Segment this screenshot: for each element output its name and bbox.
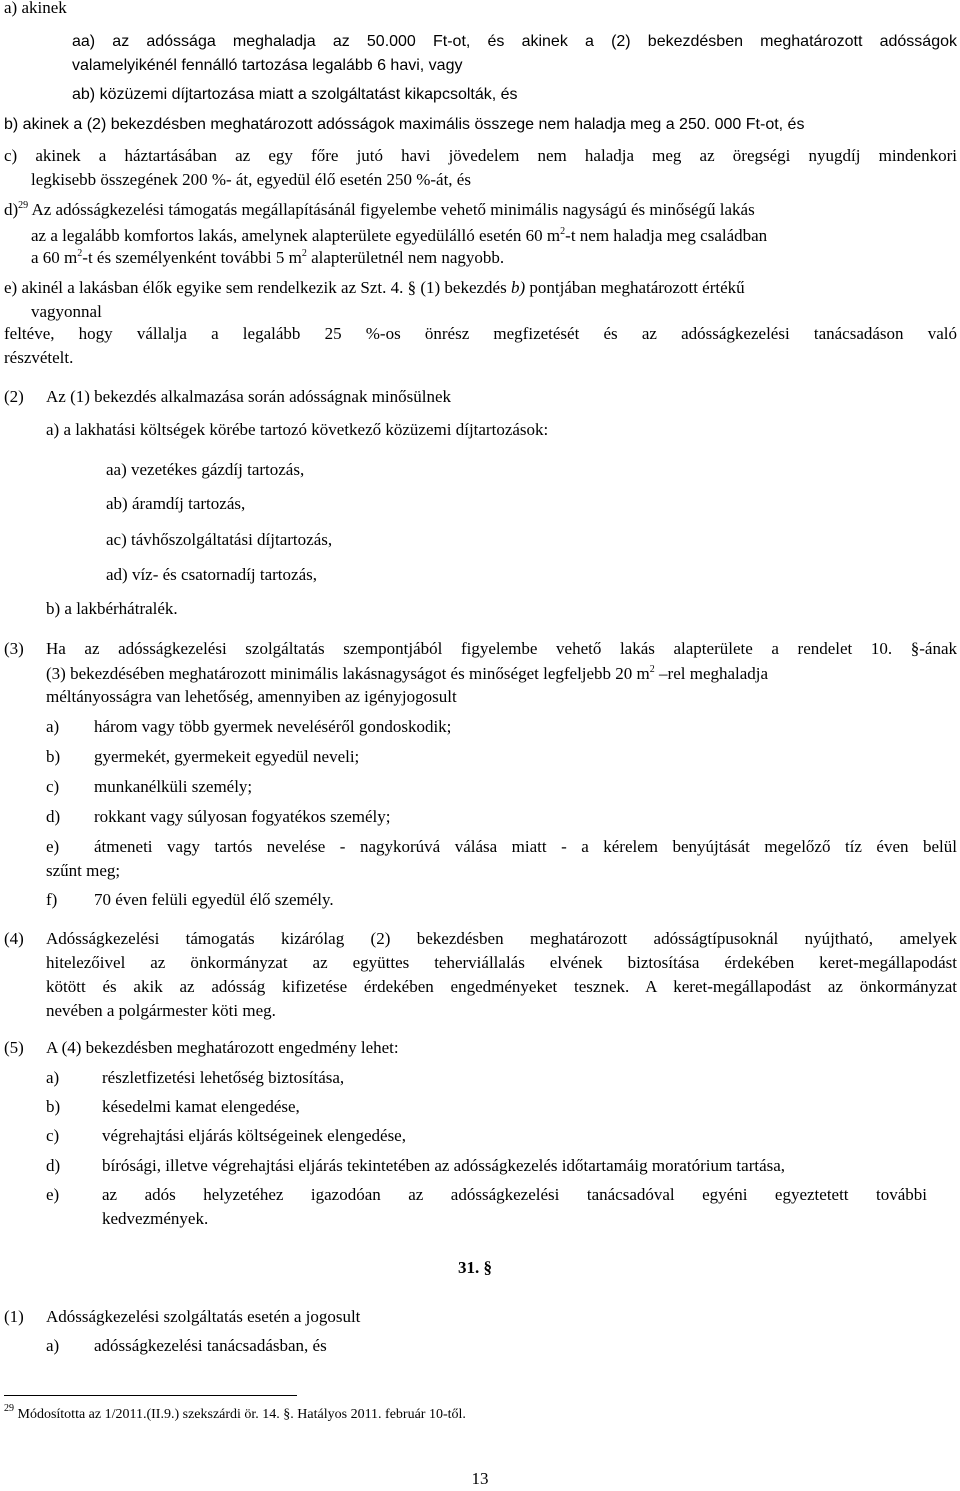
section5-item-b-label: b): [46, 1097, 61, 1116]
section31-text: Adósságkezelési szolgáltatás esetén a jogosult: [46, 1307, 361, 1326]
section2-item-ad: ad) víz- és csatornadíj tartozás,: [106, 565, 317, 584]
item-aa-line2: valamelyikénél fennálló tartozása legalább 6 havi, vagy: [72, 57, 463, 74]
section5-item-e-line2: kedvezmények.: [102, 1209, 209, 1228]
item-aa-line1: aa) az adóssága meghaladja az 50.000 Ft-ot, és akinek a (2) bekezdésben meghatározott adósságok: [72, 33, 957, 50]
section4-line4: nevében a polgármester köti meg.: [46, 1001, 276, 1020]
section3-item-e-line2: szűnt meg;: [46, 861, 121, 880]
section3-item-d: rokkant vagy súlyosan fogyatékos személy;: [94, 807, 391, 826]
condition-line1: feltéve, hogy vállalja a legalább 25 %-os önrész megfizetését és az adósságkezelési tanácsadáson való: [4, 324, 957, 343]
section2-item-aa: aa) vezetékes gázdíj tartozás,: [106, 460, 305, 479]
section5-item-e: az adós helyzetéhez igazodóan az adósságkezelési tanácsadóval egyéni egyeztetett további: [102, 1185, 927, 1204]
section2-item-b: b) a lakbérhátralék.: [46, 599, 178, 618]
item-a-label: a) akinek: [4, 0, 67, 17]
section3-item-c-label: c): [46, 777, 60, 796]
item-d-label: d): [4, 200, 19, 219]
section3-line2: (3) bekezdésében meghatározott minimális lakásnagyságot és minőséget legfeljebb 20 $m^2$ –rel meghaladja: [46, 664, 769, 683]
section4-line3: kötött és akik az adósság kifizetése érdekében engedményeket tesznek. A keret-megállapodást az önkormányzat: [46, 977, 957, 996]
section31-item-a: adósságkezelési tanácsadásban, és: [94, 1336, 327, 1355]
section2-number: (2): [4, 387, 24, 406]
section3-number: (3): [4, 639, 24, 658]
section3-item-e: átmeneti vagy tartós nevelése - nagykorúvá válása miatt - a kérelem benyújtását megelőző tíz éven belül: [94, 837, 957, 856]
section2-item-a: a) a lakhatási költségek körébe tartozó következő közüzemi díjtartozások:: [46, 420, 549, 439]
section5-item-d-label: d): [46, 1156, 61, 1175]
section5-item-c-label: c): [46, 1126, 60, 1145]
item-e-line1: e) akinél a lakásban élők egyike sem rendelkezik az Szt. 4. § (1) bekezdés b) pontjában meghatározott értékű: [4, 278, 745, 297]
page-number: 13: [471, 1469, 489, 1488]
item-d-text: Az adósságkezelési támogatás megállapításánál figyelembe vehető minimális nagyságú és minőségű lakás: [28, 200, 755, 219]
section4-line1: Adósságkezelési támogatás kizárólag (2) bekezdésben meghatározott adósságtípusoknál nyújtható, amelyek: [46, 929, 957, 948]
section3-item-c: munkanélküli személy;: [94, 777, 253, 796]
section2-item-ac: ac) távhőszolgáltatási díjtartozás,: [106, 530, 333, 549]
section3-item-b: gyermekét, gyermekeit egyedül neveli;: [94, 747, 360, 766]
section4-line2: hitelezőivel az önkormányzat az együttes teherviállalás elvének biztosítása érdekében keret-megállapodást: [46, 953, 957, 972]
section5-item-b: késedelmi kamat elengedése,: [102, 1097, 300, 1116]
section5-item-d: bírósági, illetve végrehajtási eljárás tekintetében az adósságkezelés időtartamáig moratórium tartása,: [102, 1156, 786, 1175]
section-heading-31: 31. §: [458, 1258, 492, 1277]
item-b: b) akinek a (2) bekezdésben meghatározott adósságok maximális összege nem haladja meg a 250. 000 Ft-ot, és: [4, 116, 805, 133]
section3-item-d-label: d): [46, 807, 61, 826]
section31-item-a-label: a): [46, 1336, 60, 1355]
section4-number: (4): [4, 929, 24, 948]
footnote-text: Módosította az 1/2011.(II.9.) szekszárdi ör. 14. §. Hatályos 2011. február 10-től.: [14, 1407, 466, 1422]
item-d-line2: az a legalább komfortos lakás, amelynek alapterülete egyedülálló esetén 60 $m^2-t$ nem haladja meg családban: [31, 226, 768, 245]
item-c-line1: c) akinek a háztartásában az egy főre jutó havi jövedelem nem haladja meg az öregségi nyugdíj mindenkori: [4, 146, 957, 165]
footnote: [4, 1403, 466, 1424]
section3-item-f-label: f): [46, 890, 58, 909]
section3-item-a: három vagy több gyermek neveléséről gondoskodik;: [94, 717, 452, 736]
section3-line3: méltányosságra van lehetőség, amennyiben az igényjogosult: [46, 687, 457, 706]
section3-item-b-label: b): [46, 747, 61, 766]
section3-item-f: 70 éven felüli egyedül élő személy.: [94, 890, 334, 909]
section31-number: (1): [4, 1307, 24, 1326]
section2-text: Az (1) bekezdés alkalmazása során adósságnak minősülnek: [46, 387, 452, 406]
section3-item-e-label: e): [46, 837, 60, 856]
section5-item-c: végrehajtási eljárás költségeinek elengedése,: [102, 1126, 406, 1145]
item-c-line2: legkisebb összegének 200 %- át, egyedül élő esetén 250 %-át, és: [31, 170, 471, 189]
item-d-line3: a 60 $m^2-t$ és személyenként további 5 $m^2$ alapterületnél nem nagyobb.: [31, 248, 505, 267]
section5-text: A (4) bekezdésben meghatározott engedmény lehet:: [46, 1038, 399, 1057]
item-e-line2: vagyonnal: [31, 302, 102, 321]
section5-item-e-label: e): [46, 1185, 60, 1204]
footnote-number: 29: [4, 1403, 14, 1414]
section2-item-ab: ab) áramdíj tartozás,: [106, 494, 246, 513]
item-d-line1: [4, 198, 755, 222]
item-ab: ab) közüzemi díjtartozása miatt a szolgáltatást kikapcsolták, és: [72, 86, 518, 103]
section5-item-a: részletfizetési lehetőség biztosítása,: [102, 1068, 345, 1087]
footnote-ref-29[interactable]: 29: [18, 200, 29, 211]
section5-item-a-label: a): [46, 1068, 60, 1087]
footnote-divider: [4, 1395, 297, 1396]
condition-line2: részvételt.: [4, 348, 74, 367]
section5-number: (5): [4, 1038, 24, 1057]
section3-line1: Ha az adósságkezelési szolgáltatás szempontjából figyelembe vehető lakás alapterülete a rendelet 10. §-ának: [46, 639, 957, 658]
section3-item-a-label: a): [46, 717, 60, 736]
